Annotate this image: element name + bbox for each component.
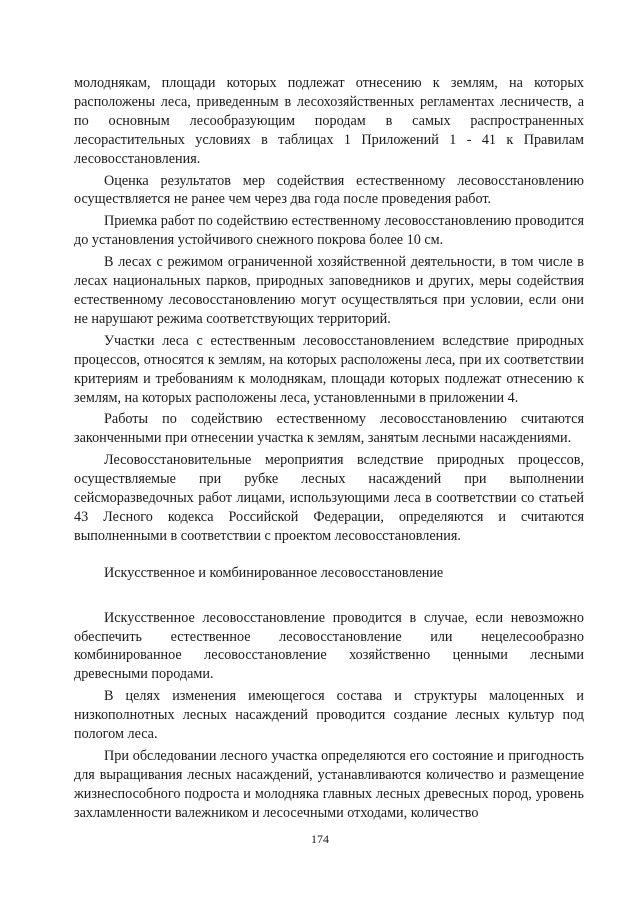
document-body: [74, 74, 584, 826]
page-number: 174: [311, 832, 329, 846]
paragraph: При обследовании лесного участка определяются его состояние и пригодность для выращивания лесных насаждений, устанавливаются количество и размещение жизнеспособного подроста и молодняка главных лесных древесных пород, уровень захламленности валежником и лесосечными отходами, количество: [74, 748, 584, 821]
paragraph: Искусственное лесовосстановление проводится в случае, если невозможно обеспечить естественное лесовосстановление или нецелесообразно комбинированное лесовосстановление хозяйственно ценными лесными древесными породами.: [74, 609, 584, 683]
paragraph: Приемка работ по содействию естественному лесовосстановлению проводится до установления устойчивого снежного покрова более 10 см.: [74, 213, 584, 249]
paragraph: Лесовосстановительные мероприятия вследствие природных процессов, осуществляемые при рубке лесных насаждений при выполнении сейсморазведочных работ лицами, использующими леса в соответствии со статьей 43 Лесного кодекса Российской Федерации, определяются и считаются выполненными в соответствии с проектом лесовосстановления.: [74, 452, 584, 544]
section-heading: Искусственное и комбинированное лесовосстановление: [104, 564, 444, 581]
paragraph: В лесах с режимом ограниченной хозяйственной деятельности, в том числе в лесах национальных парков, природных заповедников и других, меры содействия естественному лесовосстановлению могут осуществляться при условии, если они не нарушают режима соответствующих территорий.: [74, 254, 584, 327]
paragraph: В целях изменения имеющегося состава и структуры малоценных и низкополнотных лесных насаждений проводится создание лесных культур под пологом леса.: [74, 688, 584, 743]
paragraph-continued: молоднякам, площади которых подлежат отнесению к землям, на которых расположены леса, приведенным в лесохозяйственных регламентах лесничеств, а по основным лесообразующим породам в самых распространенных лесорастительных условиях в таблицах 1 Приложений 1 - 41 к Правилам лесовосстановления.: [74, 75, 584, 167]
paragraph: Оценка результатов мер содействия естественному лесовосстановлению осуществляется не ранее чем через два года после проведения работ.: [74, 172, 584, 208]
paragraph: Участки леса с естественным лесовосстановлением вследствие природных процессов, относятся к землям, на которых расположены леса, при их соответствии критериям и требованиям к молоднякам, площади которых подлежат отнесению к землям, на которых расположены леса, установленными в приложении 4.: [74, 332, 584, 406]
paragraph: Работы по содействию естественному лесовосстановлению считаются законченными при отнесении участка к землям, занятым лесными насаждениями.: [74, 411, 584, 447]
